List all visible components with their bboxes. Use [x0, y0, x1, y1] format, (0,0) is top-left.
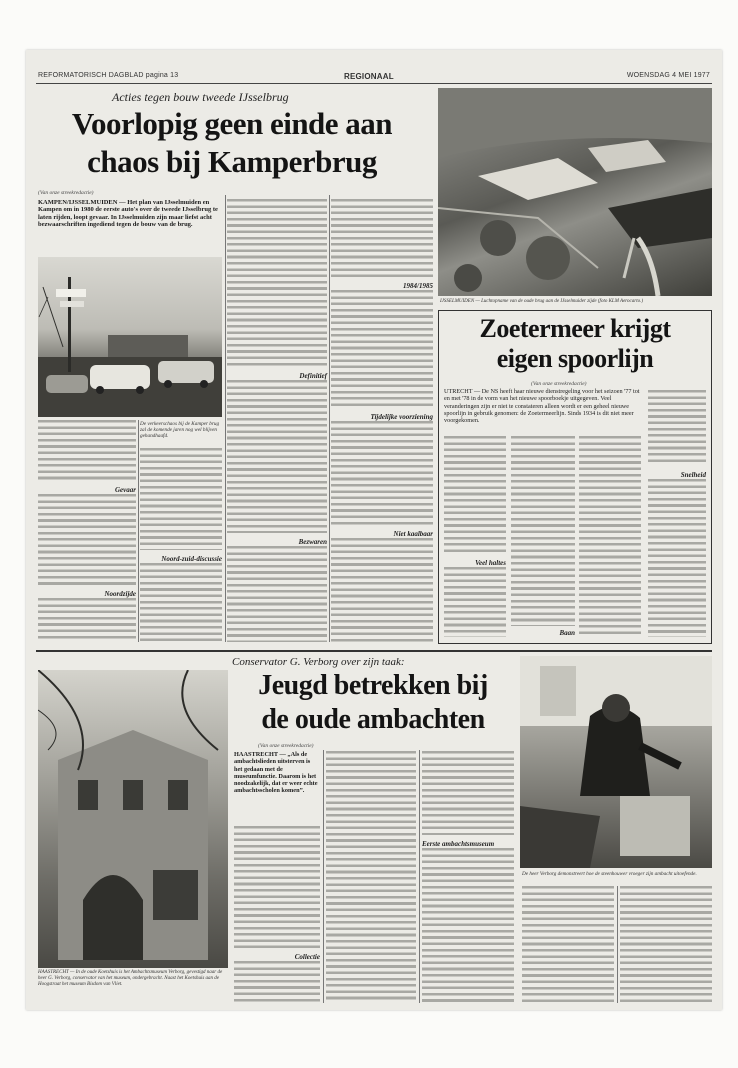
newspaper-name: REFORMATORISCH DAGBLAD pagina 13: [38, 72, 179, 79]
article1-photo-caption: De verkeerschaos bij de Kamper brug zal de komende jaren nog wel blijven gehandhaafd.: [140, 421, 220, 440]
article1-col1-text-c: [38, 598, 136, 642]
subhead-veel-haltes: Veel haltes: [475, 559, 506, 567]
aerial-photo-caption: IJSSELMUIDEN — Luchtopname van de oude brug aan de IJsselmuider zijde (foto KLM Aerocarto.): [440, 299, 644, 304]
article3-col2-text: [326, 751, 416, 1003]
subhead-niet-kaalbaar: Niet kaalbaar: [393, 530, 433, 538]
article1-col2-text-a: [140, 448, 222, 550]
subhead-noordzijde: Noordzijde: [104, 590, 136, 598]
steenhouwer-photo-caption: De heer Verborg demonstreert hoe de steenhouwer vroeger zijn ambacht uitoefende.: [522, 871, 697, 877]
article3-headline-line1: Jeugd betrekken bij: [258, 670, 488, 701]
traffic-photo-illustration: [38, 257, 222, 417]
article3-col1-text-a: [234, 826, 320, 948]
steenhouwer-photo: [520, 656, 712, 868]
header-rule: [36, 83, 712, 84]
museum-photo-caption: HAASTRECHT — In de oude Koetshuis is het Ambachtsmuseum Verborg, gevestigd naar de heer G. Verborg, conservator van het museum, ondergebracht. Naast het Koetshuis aan de Hoogstraat het museum Bisdom van Vliet.: [38, 970, 223, 987]
section-divider: [36, 650, 712, 652]
article3-lead: HAASTRECHT — „Als de ambachtslieden uitsterven is het gedaan met de museumfunctie. Daarom is het noodzakelijk, dat er weer echte ambachtsscholen komen”.: [234, 751, 318, 795]
article2-headline-line1: Zoetermeer krijgt: [479, 314, 671, 343]
article1-kicker: Acties tegen bouw tweede IJsselbrug: [112, 90, 289, 104]
subhead-gevaar: Gevaar: [115, 486, 136, 494]
kamperbrug-traffic-photo: [38, 257, 222, 417]
subhead-eerste-ambachtsmuseum: Eerste ambachtsmuseum: [422, 840, 495, 848]
subhead-snelheid: Snelheid: [680, 471, 706, 479]
issue-date: WOENSDAG 4 MEI 1977: [626, 72, 710, 79]
subhead-1984-1985: 1984/1985: [403, 282, 433, 290]
article1-col1-text-b: [38, 494, 136, 586]
article1-lead: KAMPEN/IJSSELMUIDEN — Het plan van IJsselmuiden en Kampen om in 1980 de eerste auto's over de tweede IJsselbrug te laten rijden, loopt gevaar. In IJsselmuiden zijn maar liefst acht bezwaarschriften ingediend tegen de bouw van de brug.: [38, 199, 218, 229]
steenhouwer-photo-illustration: [520, 656, 712, 868]
article3-kicker: Conservator G. Verborg over zijn taak:: [232, 656, 405, 668]
article1-headline-line2: chaos bij Kamperbrug: [87, 144, 377, 179]
article1-col4-text-d: [331, 538, 433, 642]
article3-col4-text: [522, 886, 614, 1003]
article3-col3-text-a: [422, 751, 514, 835]
article2-col2-text-a: [511, 436, 575, 626]
article1-col4-text-b: [331, 290, 433, 408]
column-rule: [419, 750, 420, 1003]
subhead-tijdelijke-voorziening: Tijdelijke voorziening: [370, 413, 433, 421]
aerial-photo-illustration: [438, 88, 712, 296]
article3-col3-text-b: [422, 848, 514, 1003]
article2-headline-line2: eigen spoorlijn: [496, 344, 654, 373]
article1-col3-text-a: [227, 199, 327, 367]
article1-col3-text-b: [227, 380, 327, 533]
article2-col1-text-b: [444, 567, 506, 637]
article1-col2-text-b: [140, 563, 222, 642]
column-rule: [138, 420, 139, 642]
koetshuis-museum-photo: [38, 670, 228, 968]
column-rule: [329, 195, 330, 642]
article2-col3-text-b: [579, 436, 641, 636]
subhead-definitief: Definitief: [299, 372, 327, 380]
article2-col3-text-a: [648, 390, 706, 464]
article2-byline: (Van onze streekredactie): [531, 381, 587, 387]
article1-col4-text-c: [331, 421, 433, 525]
article1-headline-line1: Voorlopig geen einde aan: [71, 106, 393, 141]
column-rule: [617, 886, 618, 1003]
subhead-noord-zuid: Noord-zuid-discussie: [161, 555, 222, 563]
column-rule: [323, 750, 324, 1003]
subhead-baan: Baan: [559, 629, 575, 637]
aerial-bridge-photo: [438, 88, 712, 296]
article3-col1-text-b: [234, 961, 320, 1003]
article2-lead: UTRECHT — De NS heeft haar nieuwe dienstregeling voor het seizoen '77 tot en met '78 in de vorm van het nieuwe spoorboekje uitgegeven. Veel veranderingen zijn er niet te constateren alleen wordt er een geheel nieuwe spoorlijn in gebruik genomen: de Zoetermeerlijn. Sinds 1934 is dit niet meer voorgekomen.: [444, 388, 640, 425]
subhead-collectie: Collectie: [294, 953, 320, 961]
article3-headline-line2: de oude ambachten: [261, 704, 485, 735]
article2-col1-text-a: [444, 436, 506, 554]
article1-col4-text-a: [331, 199, 433, 277]
section-title: REGIONAAL: [344, 72, 394, 81]
article1-col1-text-a: [38, 420, 136, 482]
article1-byline: (Van onze streekredactie): [38, 190, 94, 196]
newspaper-page: [26, 50, 722, 1010]
article3-byline: (Van onze streekredactie): [258, 743, 314, 749]
museum-photo-illustration: [38, 670, 228, 968]
subhead-bezwaren: Bezwaren: [298, 538, 327, 546]
article3-col5-text: [620, 886, 712, 1003]
article1-col3-text-c: [227, 546, 327, 642]
article2-col4-text: [648, 479, 706, 637]
column-rule: [225, 195, 226, 642]
